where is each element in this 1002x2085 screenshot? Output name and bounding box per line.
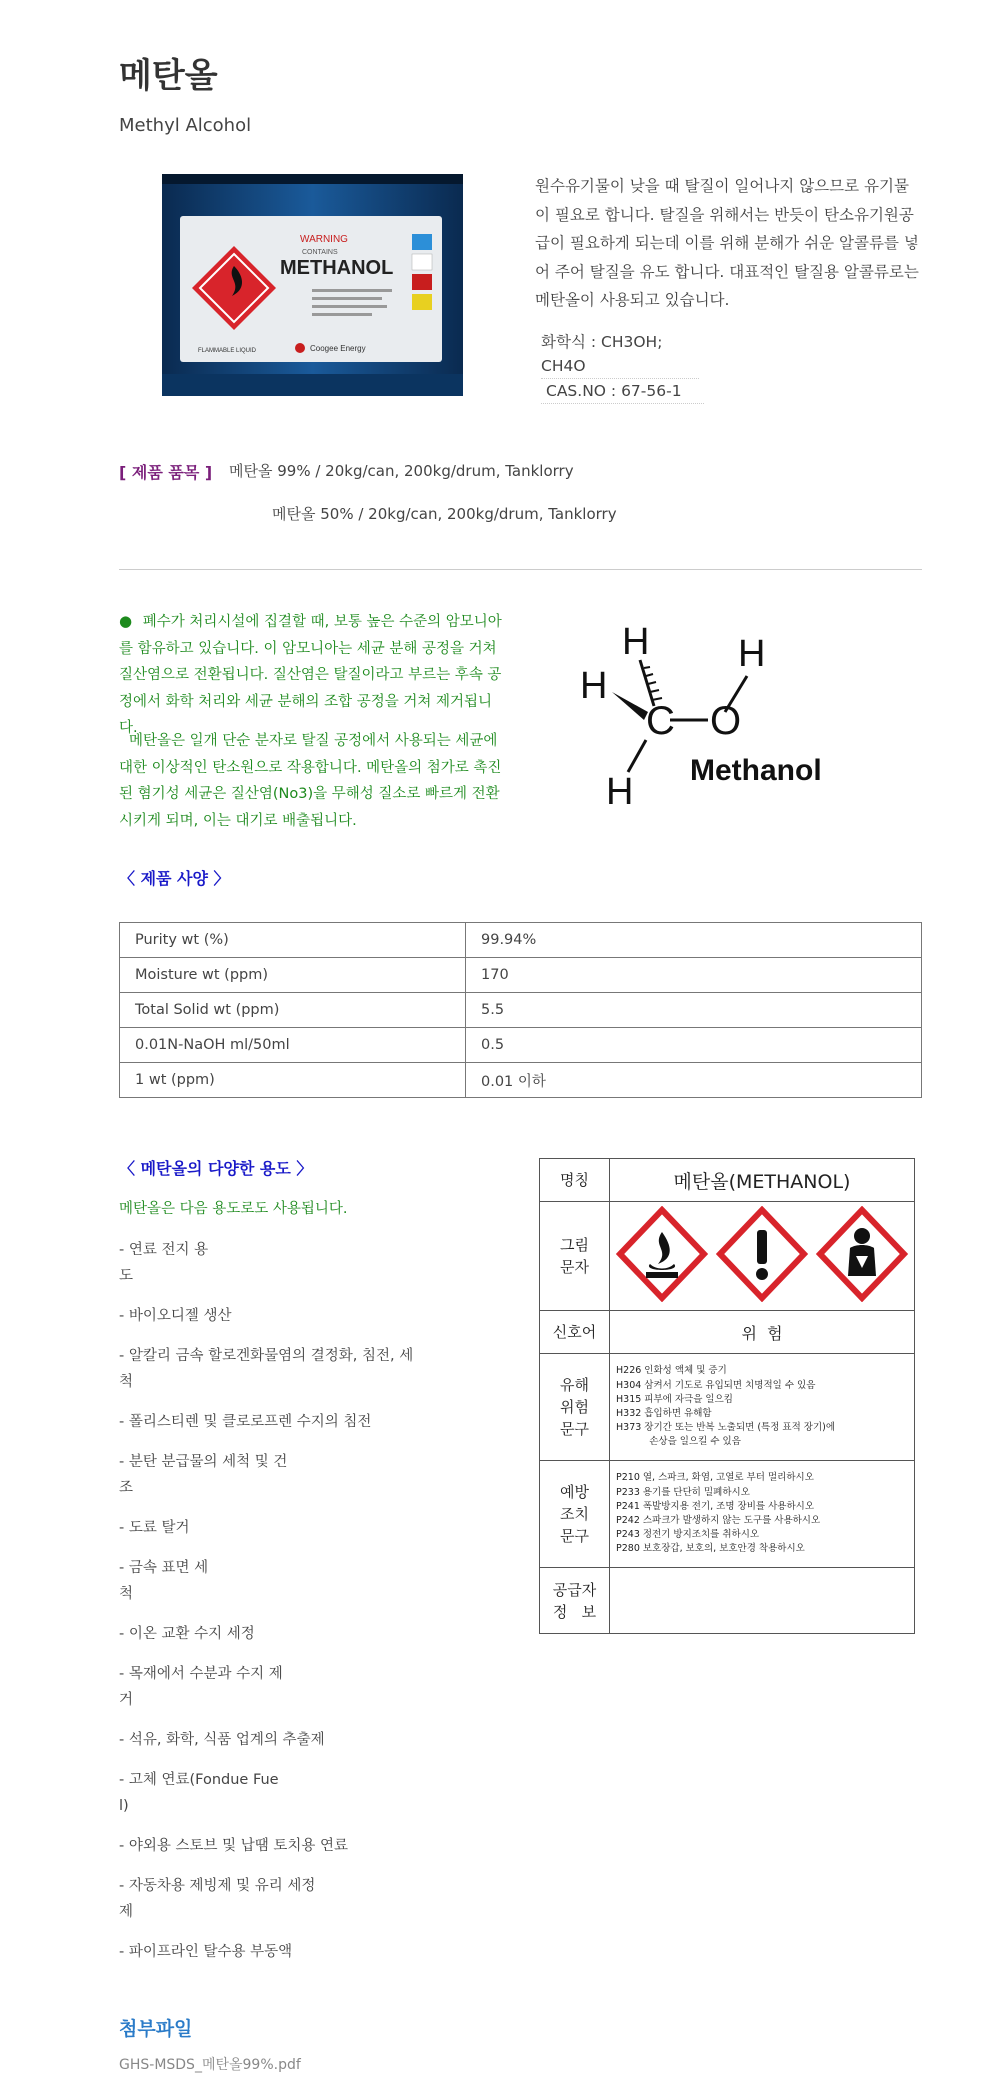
use-line: - 분탄 분급물의 세척 및 건 bbox=[119, 1454, 288, 1470]
use-line: - 고체 연료(Fondue Fue bbox=[119, 1772, 279, 1788]
list-item bbox=[119, 1873, 439, 1925]
list-item bbox=[119, 1449, 439, 1501]
ghs-row-pictograms bbox=[540, 1202, 915, 1311]
ghs-pictogram-label: 그림 문자 bbox=[540, 1202, 610, 1311]
spec-value: 170 bbox=[466, 958, 922, 993]
spec-name: Purity wt (%) bbox=[120, 923, 466, 958]
uses-intro: 메탄올은 다음 용도로도 사용됩니다. bbox=[119, 1201, 348, 1217]
spec-name: Moisture wt (ppm) bbox=[120, 958, 466, 993]
photo-brand: Coogee Energy bbox=[310, 344, 366, 353]
use-line: - 석유, 화학, 식품 업계의 추출제 bbox=[119, 1732, 325, 1748]
uses-list bbox=[119, 1237, 439, 1979]
spec-value: 0.01 이하 bbox=[466, 1063, 922, 1098]
list-item bbox=[119, 1343, 439, 1395]
structure-diagram bbox=[570, 612, 880, 812]
drum-image bbox=[162, 174, 463, 396]
ghs-row-supplier bbox=[540, 1568, 915, 1634]
spec-value: 0.5 bbox=[466, 1028, 922, 1063]
ghs-row-hazard bbox=[540, 1354, 915, 1461]
atom-c: C bbox=[646, 699, 675, 743]
spec-name: 1 wt (ppm) bbox=[120, 1063, 466, 1098]
use-line: - 파이프라인 탈수용 부동액 bbox=[119, 1944, 293, 1960]
intro-text: 원수유기물이 낮을 때 탈질이 일어나지 않으므로 유기물이 필요로 합니다. 탈질을 위해서는 반듯이 탄소유기원공급이 필요하게 되는데 이를 위해 분해가 쉬운 알콜류를 넣어 주어 탈질을 유도 합니다. 대표적인 탈질용 알콜류로는 메탄올이 사용되고 있습니다. bbox=[535, 177, 919, 309]
use-line: - 목재에서 수분과 수지 제 bbox=[119, 1666, 283, 1682]
ghs-pictogram-set bbox=[612, 1206, 912, 1302]
page-title: 메탄올 bbox=[119, 56, 218, 96]
list-item bbox=[119, 1833, 439, 1859]
product-photo bbox=[162, 174, 463, 396]
ghs-name-value: 메탄올(METHANOL) bbox=[610, 1159, 915, 1202]
use-line: 제 bbox=[119, 1904, 134, 1920]
use-line: - 연료 전지 용 bbox=[119, 1242, 209, 1258]
spec-name: Total Solid wt (ppm) bbox=[120, 993, 466, 1028]
use-line: - 자동차용 제빙제 및 유리 세정 bbox=[119, 1878, 316, 1894]
use-line: 척 bbox=[119, 1374, 134, 1390]
attachment-heading: 첨부파일 bbox=[119, 2018, 193, 2040]
section-divider bbox=[119, 569, 922, 570]
list-item bbox=[119, 1621, 439, 1647]
table-row bbox=[120, 1063, 922, 1098]
atom-h-right: H bbox=[738, 633, 766, 675]
exclamation-icon bbox=[720, 1210, 804, 1298]
ghs-row-name bbox=[540, 1159, 915, 1202]
ghs-hazard-label: 유해 위험 문구 bbox=[540, 1354, 610, 1461]
use-line: - 바이오디젤 생산 bbox=[119, 1308, 232, 1324]
bullet-icon: ● bbox=[119, 612, 133, 630]
ghs-pictograms bbox=[610, 1202, 915, 1311]
photo-methanol: METHANOL bbox=[280, 257, 394, 279]
ghs-supplier-value bbox=[610, 1568, 915, 1634]
photo-warning: WARNING bbox=[300, 234, 348, 245]
list-item bbox=[119, 1409, 439, 1435]
ghs-supplier-label: 공급자 정 보 bbox=[540, 1568, 610, 1634]
use-line: - 이온 교환 수지 세정 bbox=[119, 1626, 255, 1642]
product-list-label: [ 제품 품목 ] bbox=[119, 463, 213, 482]
atom-h-bottom: H bbox=[606, 771, 634, 812]
flame-icon bbox=[620, 1210, 704, 1298]
ghs-precautionary-statements: P210 열, 스파크, 화염, 고열로 부터 멀리하시오 P233 용기를 단단히 밀폐하시오 P241 폭발방지용 전기, 조명 장비를 사용하시오 P242 스파크가 발생하지 않는 도구를 사용하시오 P243 정전기 방지조치를 취하시오 P280 보호장갑, 보호의, 보호안경 착용하시오 bbox=[610, 1461, 915, 1568]
ghs-signal-value: 위 험 bbox=[610, 1311, 915, 1354]
structure-label: Methanol bbox=[690, 754, 822, 787]
table-row bbox=[120, 993, 922, 1028]
table-row bbox=[120, 1028, 922, 1063]
list-item bbox=[119, 1303, 439, 1329]
ghs-row-signal bbox=[540, 1311, 915, 1354]
atom-h-top: H bbox=[622, 621, 650, 663]
use-line: - 도료 탈거 bbox=[119, 1520, 190, 1536]
ghs-hazard-statements: H226 인화성 액체 및 증기 H304 삼켜서 기도로 유입되면 치명적일 수 있음 H315 피부에 자극을 일으킴 H332 흡입하면 유해함 H373 장기간 또는 반복 노출되면 (특정 표적 장기)에 손상을 일으킬 수 있음 bbox=[610, 1354, 915, 1461]
product-item-99: 메탄올 99% / 20kg/can, 200kg/drum, Tanklorry bbox=[229, 462, 574, 480]
attachment-file-link[interactable]: GHS-MSDS_메탄올99%.pdf bbox=[119, 2057, 301, 2073]
chemical-formula: 화학식 : CH3OH; CH4O bbox=[541, 330, 699, 379]
ghs-row-precaution bbox=[540, 1461, 915, 1568]
page-subtitle: Methyl Alcohol bbox=[119, 115, 252, 136]
spec-value: 99.94% bbox=[466, 923, 922, 958]
use-line: 도 bbox=[119, 1268, 134, 1284]
health-hazard-icon bbox=[820, 1210, 904, 1298]
uses-heading: 〈 메탄올의 다양한 용도 〉 bbox=[119, 1159, 313, 1178]
list-item bbox=[119, 1727, 439, 1753]
photo-hazard-text: FLAMMABLE LIQUID bbox=[198, 348, 257, 354]
list-item bbox=[119, 1515, 439, 1541]
list-item bbox=[119, 1939, 439, 1965]
spec-name: 0.01N-NaOH ml/50ml bbox=[120, 1028, 466, 1063]
methanol-structure bbox=[570, 612, 880, 812]
spec-table bbox=[119, 922, 922, 1098]
use-line: - 야외용 스토브 및 납땜 토치용 연료 bbox=[119, 1838, 348, 1854]
use-line: - 알칼리 금속 할로겐화물염의 결정화, 침전, 세 bbox=[119, 1348, 414, 1364]
photo-contains: CONTAINS bbox=[302, 249, 338, 256]
product-item-50: 메탄올 50% / 20kg/can, 200kg/drum, Tanklorry bbox=[272, 505, 617, 523]
use-line: l) bbox=[119, 1798, 129, 1814]
use-line: - 폴리스티렌 및 클로로프렌 수지의 침전 bbox=[119, 1414, 372, 1430]
use-line: 척 bbox=[119, 1586, 134, 1602]
spec-value: 5.5 bbox=[466, 993, 922, 1028]
description-para-1: ● 폐수가 처리시설에 집결할 때, 보통 높은 수준의 암모니아를 함유하고 있습니다. 이 암모니아는 세균 분해 공정을 거쳐 질산염으로 전환됩니다. 질산염은 탈질이라고 부르는 후속 공정에서 화학 처리와 세균 분해의 조합 공정을 거쳐 제거됩니다. bbox=[119, 612, 502, 736]
spec-heading: 〈 제품 사양 〉 bbox=[119, 869, 230, 888]
cas-number: CAS.NO : 67-56-1 bbox=[541, 379, 704, 404]
formula-block bbox=[541, 330, 704, 404]
atom-o: O bbox=[710, 699, 742, 743]
list-item bbox=[119, 1661, 439, 1713]
table-row bbox=[120, 958, 922, 993]
description-para-2: 메탄올은 일개 단순 분자로 탈질 공정에서 사용되는 세균에 대한 이상적인 탄소원으로 작용합니다. 메탄올의 첨가로 촉진된 혐기성 세균은 질산염(No3)을 무해성 질소로 빠르게 전환시키게 되며, 이는 대기로 배출됩니다. bbox=[119, 733, 502, 829]
ghs-label-table bbox=[539, 1158, 915, 1634]
ghs-signal-label: 신호어 bbox=[540, 1311, 610, 1354]
atom-h-left: H bbox=[580, 665, 608, 707]
use-line: 조 bbox=[119, 1480, 134, 1496]
list-item bbox=[119, 1555, 439, 1607]
list-item bbox=[119, 1237, 439, 1289]
list-item bbox=[119, 1767, 439, 1819]
ghs-name-label: 명칭 bbox=[540, 1159, 610, 1202]
use-line: - 금속 표면 세 bbox=[119, 1560, 209, 1576]
use-line: 거 bbox=[119, 1692, 134, 1708]
table-row bbox=[120, 923, 922, 958]
ghs-precaution-label: 예방 조치 문구 bbox=[540, 1461, 610, 1568]
